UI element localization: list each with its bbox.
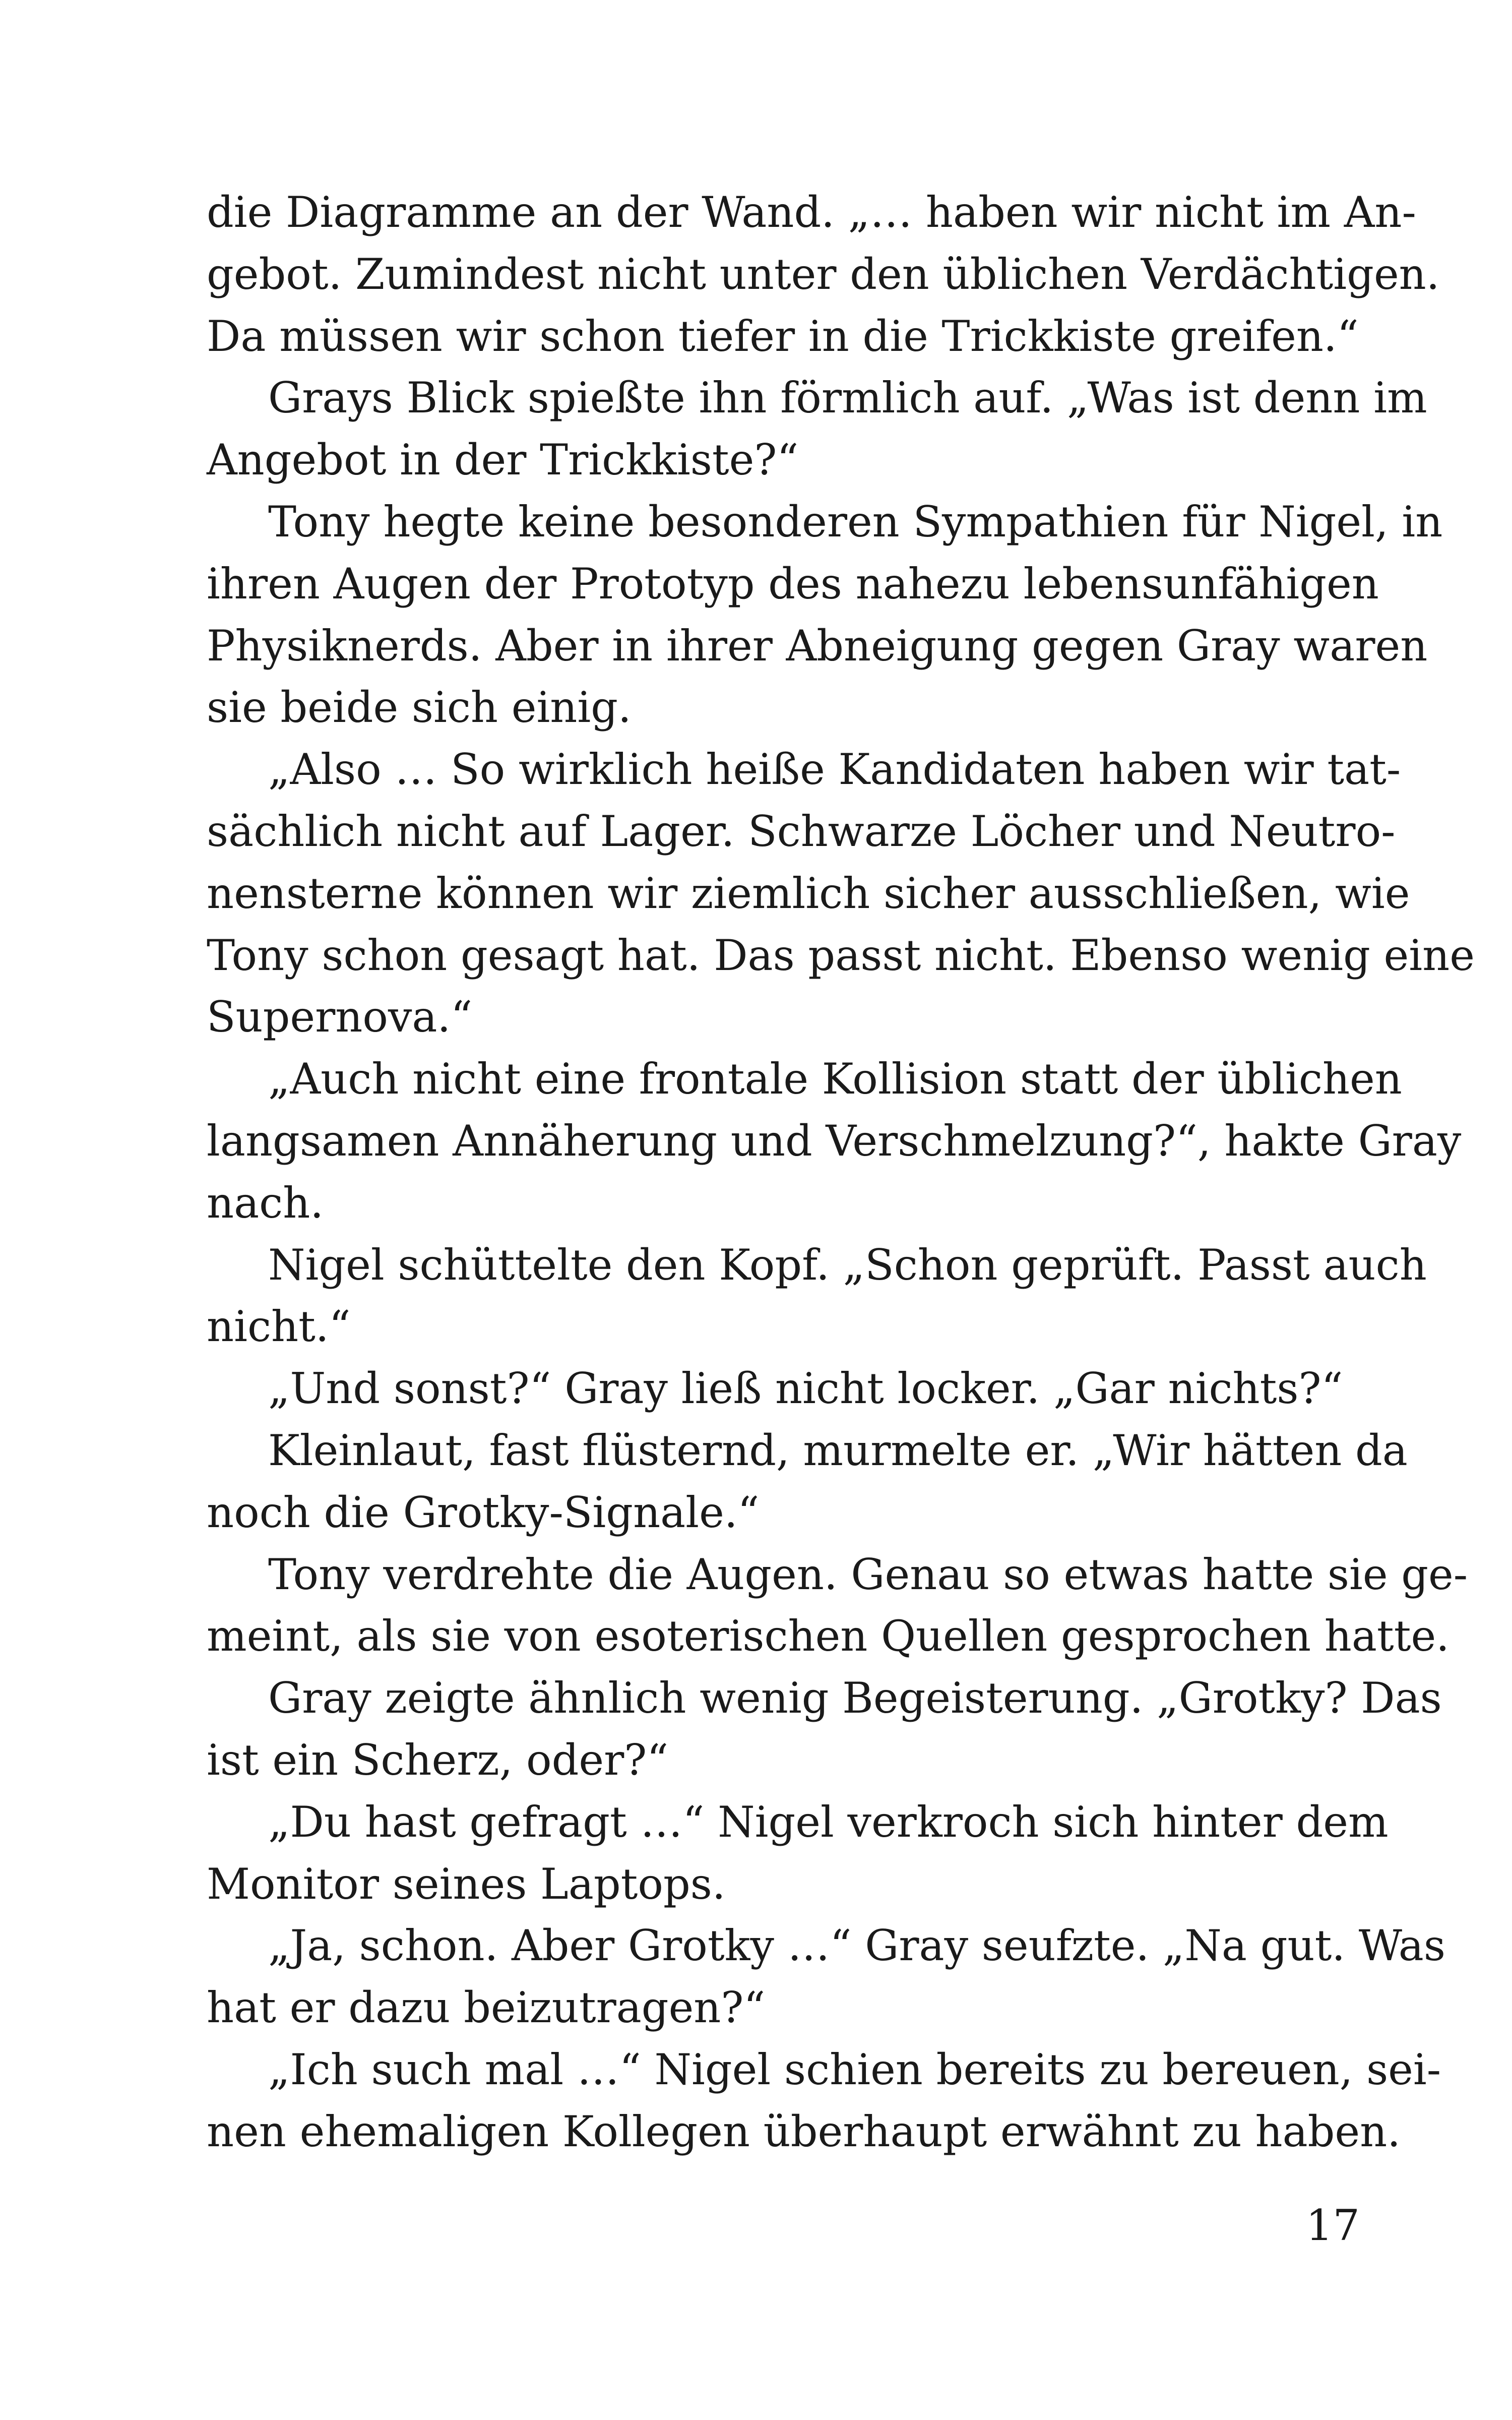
- text-line: „Ja, schon. Aber Grotky …“ Gray seufzte. „Na gut. Was: [268, 1921, 1445, 1971]
- text-line: Tony schon gesagt hat. Das passt nicht. Ebenso wenig eine: [207, 930, 1475, 980]
- text-line: nicht.“: [207, 1302, 351, 1352]
- text-line: nensterne können wir ziemlich sicher ausschließen, wie: [207, 868, 1410, 918]
- paragraph: [207, 1420, 1408, 1544]
- text-line: nen ehemaligen Kollegen überhaupt erwähnt zu haben.: [207, 2106, 1401, 2156]
- text-line: ist ein Scherz, oder?“: [207, 1735, 669, 1785]
- text-line: hat er dazu beizutragen?“: [207, 1983, 766, 2033]
- text-line: Da müssen wir schon tiefer in die Trickkiste greifen.“: [207, 311, 1359, 361]
- paragraph: [207, 1358, 1360, 1420]
- text-line: Grays Blick spießte ihn förmlich auf. „Was ist denn im: [268, 373, 1427, 423]
- paragraph: [207, 1544, 1468, 1668]
- paragraph: [207, 2039, 1441, 2163]
- paragraph: [207, 739, 1475, 1048]
- paragraph: [207, 182, 1440, 367]
- text-line: „Und sonst?“ Gray ließ nicht locker. „Gar nichts?“: [268, 1364, 1343, 1414]
- text-line: „Ich such mal …“ Nigel schien bereits zu bereuen, sei-: [268, 2044, 1441, 2094]
- body-text: [207, 182, 1475, 2163]
- text-line: sie beide sich einig.: [207, 683, 632, 733]
- text-line: nach.: [207, 1178, 324, 1228]
- text-line: ihren Augen der Prototyp des nahezu lebensunfähigen: [207, 559, 1379, 609]
- text-line: „Du hast gefragt …“ Nigel verkroch sich hinter dem: [268, 1797, 1389, 1847]
- text-line: Kleinlaut, fast flüsternd, murmelte er. „Wir hätten da: [268, 1425, 1408, 1475]
- text-line: die Diagramme an der Wand. „… haben wir nicht im An-: [207, 188, 1416, 237]
- text-line: noch die Grotky-Signale.“: [207, 1487, 760, 1537]
- paragraph: [207, 367, 1427, 491]
- text-line: gebot. Zumindest nicht unter den üblichen Verdächtigen.: [207, 249, 1440, 299]
- text-line: Monitor seines Laptops.: [207, 1859, 726, 1909]
- text-line: „Also … So wirklich heiße Kandidaten haben wir tat-: [268, 745, 1401, 795]
- text-line: Tony verdrehte die Augen. Genau so etwas hatte sie ge-: [268, 1549, 1468, 1599]
- text-line: meint, als sie von esoterischen Quellen gesprochen hatte.: [207, 1611, 1450, 1661]
- text-line: Tony hegte keine besonderen Sympathien für Nigel, in: [268, 497, 1443, 547]
- paragraph: [207, 491, 1443, 739]
- text-line: „Auch nicht eine frontale Kollision statt der üblichen: [268, 1054, 1402, 1104]
- text-line: langsamen Annäherung und Verschmelzung?“, hakte Gray: [207, 1116, 1462, 1166]
- paragraph: [207, 1791, 1389, 1915]
- paragraph: [207, 1234, 1427, 1358]
- text-line: sächlich nicht auf Lager. Schwarze Löcher und Neutro-: [207, 806, 1396, 856]
- paragraph: [207, 1915, 1445, 2039]
- text-line: Nigel schüttelte den Kopf. „Schon geprüft. Passt auch: [268, 1240, 1427, 1290]
- paragraph: [207, 1667, 1442, 1791]
- paragraph: [207, 1048, 1462, 1234]
- text-line: Gray zeigte ähnlich wenig Begeisterung. „Grotky? Das: [268, 1673, 1442, 1723]
- text-line: Supernova.“: [207, 992, 473, 1042]
- text-line: Angebot in der Trickkiste?“: [207, 435, 799, 485]
- text-line: Physiknerds. Aber in ihrer Abneigung gegen Gray waren: [207, 621, 1428, 671]
- page-number: 17: [1306, 2201, 1360, 2250]
